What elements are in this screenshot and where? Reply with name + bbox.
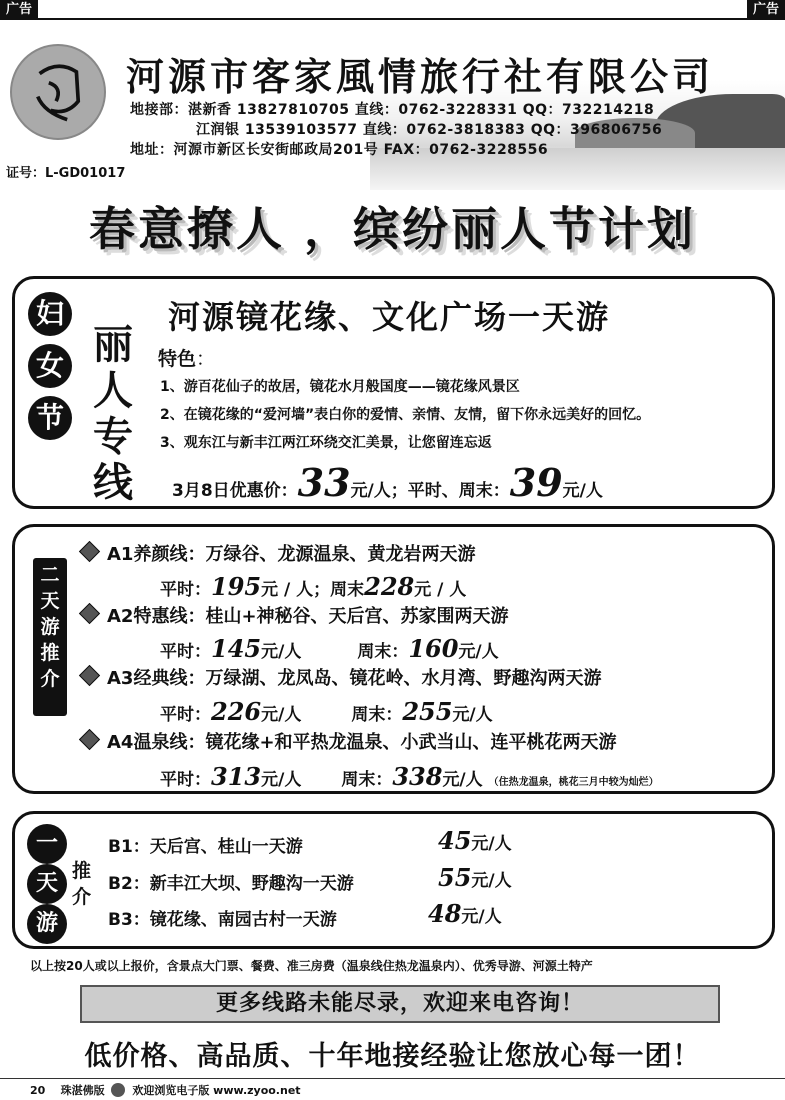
address-line: 地址：河源市新区长安街邮政局201号 FAX：0762-3228556 [130,142,549,158]
footer-website: 欢迎浏览电子版 www.zyoo.net [132,1084,301,1097]
company-logo [10,44,106,140]
route-a3: A3经典线：万绿湖、龙凤岛、镜花岭、水月湾、野趣沟两天游 [82,664,601,690]
vertical-char: 线 [93,460,133,506]
route-b1-price: 45元/人 [438,826,512,855]
two-day-tab: 二 天 游 推 介 [33,558,67,716]
diamond-bullet-icon [79,729,100,750]
contact-line-1: 地接部：湛新香 13827810705 直线：0762-3228331 QQ：732214218 [130,102,655,118]
feature-item-1: 1、游百花仙子的故居，镜花水月般国度——镜花缘风景区 [160,379,520,395]
edition-label: 珠湛佛版 [60,1084,105,1097]
vertical-char: 丽 [93,322,133,368]
page-footer [30,1082,301,1098]
badge-char-1: 妇 [28,292,72,336]
one-day-char-2: 天 [27,864,67,904]
page-number: 20 [30,1084,46,1097]
main-slogan: 春意撩人 ，缤纷丽人节计划 [88,202,696,256]
feature-item-3: 3、观东江与新丰江两江环绕交汇美景，让您留连忘返 [160,435,492,451]
bottom-slogan: 低价格、高品质、十年地接经验让您放心每一团！ [84,1041,701,1072]
route-b2-price: 55元/人 [438,863,512,892]
womens-day-price: 3月8日优惠价：33元/人；平时、周末：39元/人 [172,460,603,505]
more-routes-banner: 更多线路未能尽录，欢迎来电咨询！ [80,985,720,1023]
one-day-char-3: 游 [27,904,67,944]
womens-day-tour-title: 河源镜花缘、文化广场一天游 [168,298,611,336]
feature-item-2: 2、在镜花缘的“爱河墙”表白你的爱情、亲情、友情，留下你永远美好的回忆。 [160,407,651,423]
recommend-label: 推 介 [72,860,92,908]
diamond-bullet-icon [79,603,100,624]
contact-line-2: 江润银 13539103577 直线：0762-3818383 QQ：396806756 [196,122,663,138]
badge-char-2: 女 [28,344,72,388]
route-b3: B3：镜花缘、南园古村一天游 [108,910,337,930]
route-a2: A2特惠线：桂山+神秘谷、天后宫、苏家围两天游 [82,602,509,628]
route-a1-price: 平时：195元 / 人；周末228元 / 人 [160,572,467,601]
pricing-note: 以上按20人或以上报价，含景点大门票、餐费、准三房费（温泉线住热龙温泉内）、优秀导游、河源土特产 [30,959,593,973]
hot-spring-note: （住热龙温泉，桃花三月中较为灿烂） [488,777,659,788]
diamond-bullet-icon [79,665,100,686]
route-a3-price: 平时：226元/人 周末：255元/人 [160,697,493,726]
vertical-char: 专 [93,414,133,460]
route-a2-price: 平时：145元/人 周末：160元/人 [160,634,499,663]
regular-price: 39 [509,460,563,505]
special-line-vertical-title [88,322,138,506]
special-price: 33 [297,460,351,505]
route-b3-price: 48元/人 [428,899,502,928]
seal-icon [111,1083,125,1097]
route-b2: B2：新丰江大坝、野趣沟一天游 [108,874,354,894]
route-b1: B1：天后宫、桂山一天游 [108,837,303,857]
badge-char-3: 节 [28,396,72,440]
license-number: 证号：L-GD01017 [6,166,126,181]
ad-label-right: 广告 [747,0,785,20]
route-a4: A4温泉线：镜花缘+和平热龙温泉、小武当山、连平桃花两天游 [82,728,617,754]
company-name: 河源市客家風情旅行社有限公司 [126,55,715,99]
features-heading: 特色： [158,348,216,370]
diamond-bullet-icon [79,541,100,562]
top-divider [0,18,785,20]
route-a1: A1养颜线：万绿谷、龙源温泉、黄龙岩两天游 [82,540,475,566]
route-a4-price: 平时：313元/人 周末：338元/人 （住热龙温泉，桃花三月中较为灿烂） [160,762,659,791]
ad-label-left: 广告 [0,0,38,20]
one-day-char-1: 一 [27,824,67,864]
footer-divider [0,1078,785,1079]
vertical-char: 人 [93,368,133,414]
